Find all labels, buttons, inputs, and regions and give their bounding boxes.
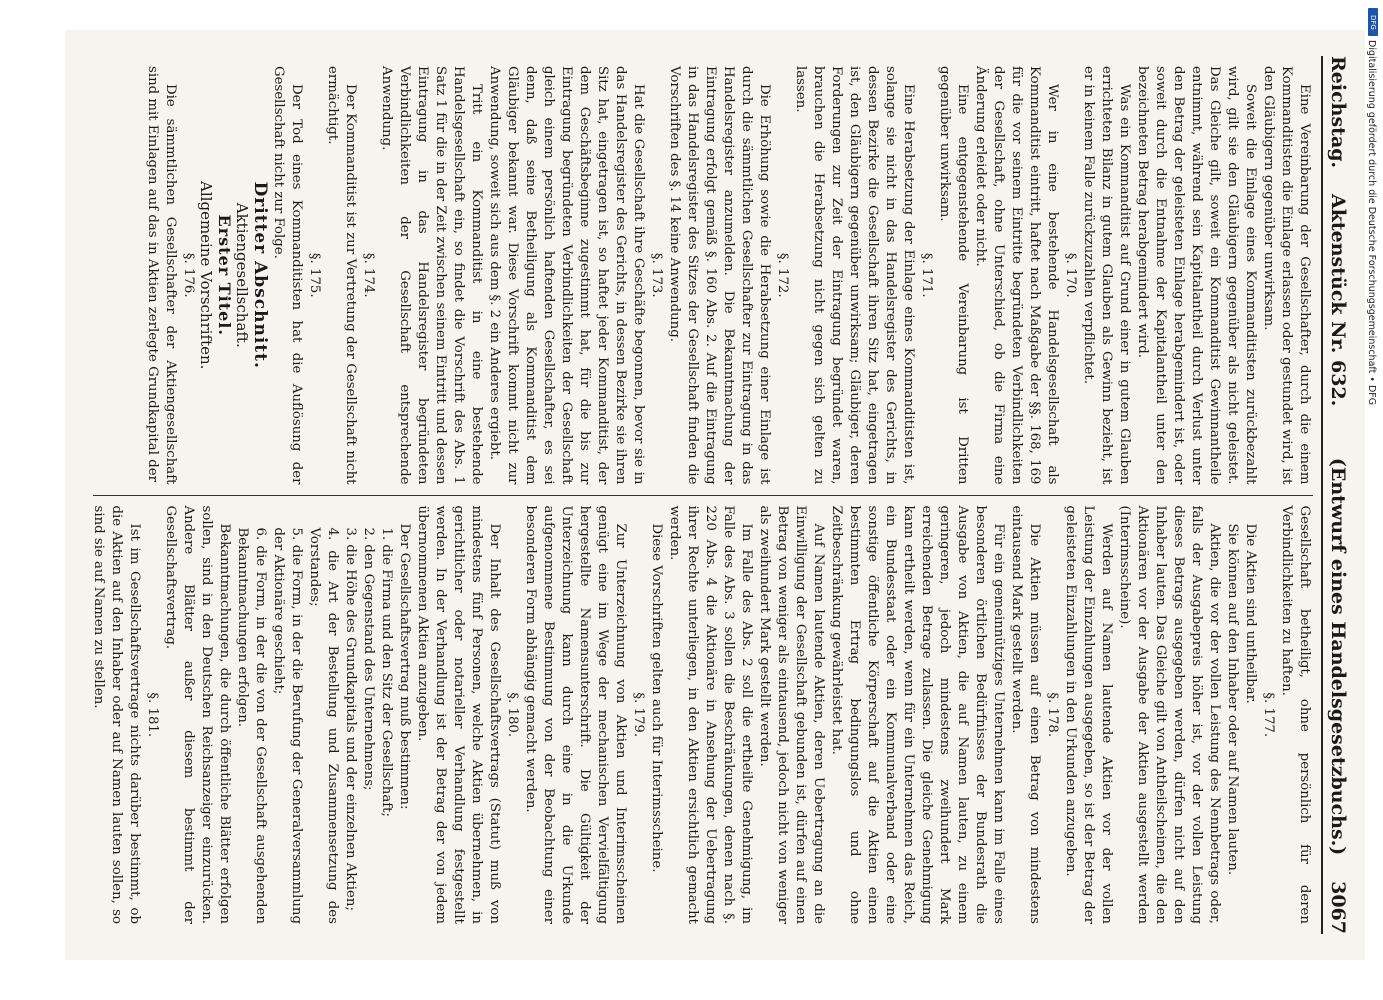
right-list-item: 5. die Form, in der die Berufung der Generalversammlung der Aktionäre geschieht;	[271, 527, 304, 924]
right-list-item: 3. die Höhe des Grundkapitals und der einzelnen Aktien;	[343, 527, 358, 911]
header-document-title: (Entwurf eines Handelsgesetzbuchs.)	[1327, 457, 1349, 856]
right-paragraph: Der Inhalt des Gesellschaftsvertrags (Statut) muß von mindestens fünf Personen, welche Aktien übernehmen, in gerichtlicher oder notarieller Verhandlung festgestellt werden. In der Verhandlung ist der Betrag der von jedem übernommenen Aktien anzugeben.	[415, 505, 502, 924]
text-columns	[93, 56, 1313, 934]
right-paragraph: Werden auf Namen lautende Aktien vor der vollen Leistung der Einzahlungen ausgegeben, so ist der Betrag der geleisteten Einzahlungen in den Urkunden anzugeben.	[1063, 505, 1114, 924]
left-title-heading: Erster Titel.	[215, 214, 234, 336]
right-paragraph: Die Aktien müssen auf einen Betrag von mindestens eintausend Mark gestellt werden.	[1009, 505, 1042, 924]
right-paragraph: Zur Unterzeichnung von Aktien und Interimsscheinen genügt eine im Wege der mechanischen Vervielfältigung hergestellte Namensunterschrift. Die Gültigkeit der Unterzeichnung kann durch eine in die Urkunde aufgenommene Bestimmung von der Beobachtung einer besonderen Form abhängig gemacht werden.	[523, 505, 628, 924]
right-paragraph: Im Falle des Abs. 2 soll die ertheilte Genehmigung, im Falle des Abs. 3 sollen die Beschränkungen, denen nach §. 220 Abs. 4 die Aktionäre in Ansehung der Uebertragung ihrer Rechte unterliegen, in den Aktien ersichtlich gemacht werden.	[667, 505, 754, 924]
page-header	[1321, 56, 1349, 934]
right-list-item: 2. den Gegenstand des Unternehmens;	[361, 527, 376, 791]
right-paragraph: Gesellschaft betheiligt, ohne persönlich für deren Verbindlichkeiten zu haften.	[1279, 505, 1312, 924]
right-paragraph: Die Aktien sind untheilbar.	[1243, 523, 1258, 704]
header-left: Reichstag.	[1327, 56, 1349, 169]
left-paragraph: Die Erhöhung sowie die Herabsetzung einer Einlage ist durch die sämmtlichen Gesellschafter zur Eintragung in das Handelsregister anzumelden. Die Bekanntmachung der Eintragung erfolgt gemäß §. 160 Abs. 2. Auf die Eintragung in das Handelsregister des Sitzes der Gesellschaft finden die Vorschriften des §. 14 keine Anwendung.	[667, 66, 772, 485]
right-paragraph: Auf Namen lautende Aktien, deren Uebertragung an die Einwilligung der Gesellschaft gebunden ist, dürfen auf einen Betrag von weniger als eintausend, jedoch nicht von weniger als zweihundert Mark gestellt werden.	[757, 505, 826, 924]
scanned-page	[65, 30, 1365, 960]
left-section-heading: §. 170.	[1063, 252, 1078, 298]
right-section-heading: §. 178.	[1045, 692, 1060, 738]
right-section-heading: §. 180.	[505, 692, 520, 738]
header-middle	[1327, 168, 1349, 881]
left-paragraph: Tritt ein Kommanditist in eine bestehende Handelsgesellschaft ein, so findet die Vorschrift des Abs. 1 Satz 1 für die in der Zeit zwischen seinem Eintritt und dessen Eintragung in das Handelsregister begründeten Verbindlichkeiten der Gesellschaft entsprechende Anwendung.	[379, 66, 484, 485]
right-section-heading: §. 181.	[145, 692, 160, 738]
right-section-heading: §. 179.	[631, 692, 646, 738]
left-section-heading: §. 172.	[775, 252, 790, 298]
left-section-heading: §. 173.	[649, 252, 664, 298]
page-number: 3067	[1327, 881, 1349, 934]
right-paragraph: Der Gesellschaftsvertrag muß bestimmen:	[397, 523, 412, 810]
left-section-heading: §. 175.	[307, 252, 322, 298]
right-paragraph: Diese Vorschriften gelten auch für Interimsscheine.	[649, 523, 664, 873]
right-section-heading: §. 177.	[1261, 692, 1276, 738]
right-paragraph: Aktien, die vor der vollen Leistung des Nennbetrags oder, falls der Ausgabepreis höher ist, vor der vollen Leistung dieses Betrags ausgegeben werden, dürfen nicht auf den Inhaber lauten. Das Gleiche gilt von Antheilscheinen, die den Aktionären vor der Ausgabe der Aktien ausgestellt werden (Interimsscheine).	[1117, 505, 1222, 924]
left-paragraph: Der Kommanditist ist zur Vertretung der Gesellschaft nicht ermächtigt.	[325, 66, 358, 485]
left-paragraph: Eine Herabsetzung der Einlage eines Kommanditisten ist, solange sie nicht in das Handelsregister des Gerichts, in dessen Bezirke die Gesellschaft ihren Sitz hat, eingetragen ist, den Gläubigern gegenüber unwirksam; Gläubiger, deren Forderungen zur Zeit der Eintragung begründet waren, brauchen die Herabsetzung nicht gegen sich gelten zu lassen.	[793, 66, 916, 485]
left-part-heading: Dritter Abschnitt.	[250, 181, 270, 369]
left-title-heading: Allgemeine Vorschriften.	[197, 181, 215, 370]
right-column	[93, 495, 1313, 935]
left-paragraph: Die sämmtlichen Gesellschafter der Aktiengesellschaft sind mit Einlagen auf das in Aktien zerlegte Grundkapital der	[145, 66, 178, 485]
left-paragraph: Soweit die Einlage eines Kommanditisten zurückbezahlt wird, gilt sie den Gläubigern gegenüber als nicht geleistet. Das Gleiche gilt, soweit ein Kommanditist Gewinnantheile entnimmt, während sein Kapitalantheil durch Verlust unter den Betrag der geleisteten Einlage herabgemindert ist, oder soweit durch die Entnahme der Kapitalantheil unter den bezeichneten Betrag herabgemindert wird.	[1135, 66, 1258, 485]
right-paragraph: Bekanntmachungen, die durch öffentliche Blätter erfolgen sollen, sind in den Deutschen Reichsanzeiger einzurücken. Andere Blätter außer diesem bestimmt der Gesellschaftsvertrag.	[163, 505, 232, 924]
right-list-item: 4. die Art der Bestellung und Zusammensetzung des Vorstandes;	[307, 527, 340, 924]
right-list-item: 1. die Firma und den Sitz der Gesellschaft;	[379, 527, 394, 818]
left-paragraph: Wer in eine bestehende Handelsgesellschaft als Kommanditist eintritt, haftet nach Maßgabe der §§. 168, 169 für die vor seinem Eintritte begründeten Verbindlichkeiten der Gesellschaft, ohne Unterschied, ob die Firma eine Änderung erleidet oder nicht.	[973, 66, 1060, 485]
dfg-logo: DFG	[1368, 8, 1378, 36]
left-section-heading: §. 174.	[361, 252, 376, 298]
digitization-credit: Digitalisierung gefördert durch die Deutsche Forschungsgemeinschaft • DFG	[1366, 40, 1377, 406]
left-section-heading: §. 176.	[181, 252, 196, 298]
left-paragraph: Eine Vereinbarung der Gesellschafter, durch die einem Kommanditisten die Einlage erlassen oder gestundet wird, ist den Gläubigern gegenüber unwirksam.	[1261, 66, 1312, 485]
header-document-number: Aktenstück Nr. 632.	[1327, 193, 1349, 407]
left-paragraph: Eine entgegenstehende Vereinbarung ist Dritten gegenüber unwirksam.	[937, 66, 970, 485]
right-paragraph: Für ein gemeinnütziges Unternehmen kann im Falle eines besonderen örtlichen Bedürfnisses der Bundesrath die Ausgabe von Aktien, die auf Namen lauten, zu einem geringeren, jedoch mindestens zweihundert Mark erreichenden Betrage zulassen. Die gleiche Genehmigung kann ertheilt werden, wenn für ein Unternehmen das Reich, ein Bundesstaat oder ein Kommunalverband oder eine sonstige öffentliche Körperschaft auf die Aktien einen bestimmten Ertrag bedingungslos und ohne Zeitbeschränkung gewährleistet hat.	[829, 505, 1006, 924]
left-section-heading: §. 171.	[919, 252, 934, 298]
right-paragraph: Sie können auf den Inhaber oder auf Namen lauten.	[1225, 523, 1240, 876]
right-list-item: 6. die Form, in der die von der Gesellschaft ausgehenden Bekanntmachungen erfolgen.	[235, 527, 268, 924]
left-paragraph: Hat die Gesellschaft ihre Geschäfte begonnen, bevor sie in das Handelsregister des Gerichts, in dessen Bezirke sie ihren Sitz hat, eingetragen ist, so haftet jeder Kommanditist, der dem Geschäftsbeginne zugestimmt hat, für die bis zur Eintragung begründeten Verbindlichkeiten der Gesellschaft gleich einem persönlich haftenden Gesellschafter, es sei denn, daß seine Betheiligung als Kommanditist dem Gläubiger bekannt war. Diese Vorschrift kommt nicht zur Anwendung, soweit sich aus dem §. 2 ein Anderes ergiebt.	[487, 66, 646, 485]
left-paragraph: Was ein Kommanditist auf Grund einer in gutem Glauben errichteten Bilanz in gutem Glauben als Gewinn bezieht, ist er in keinem Falle zurückzuzahlen verpflichtet.	[1081, 66, 1132, 485]
right-paragraph: Ist im Gesellschaftsvertrage nichts darüber bestimmt, ob die Aktien auf den Inhaber oder auf Namen lauten sollen, so sind sie auf Namen zu stellen.	[91, 505, 142, 924]
left-paragraph: Der Tod eines Kommanditisten hat die Auflösung der Gesellschaft nicht zur Folge.	[271, 66, 304, 485]
left-title-heading: Aktiengesellschaft.	[233, 202, 251, 348]
left-column	[93, 56, 1313, 495]
